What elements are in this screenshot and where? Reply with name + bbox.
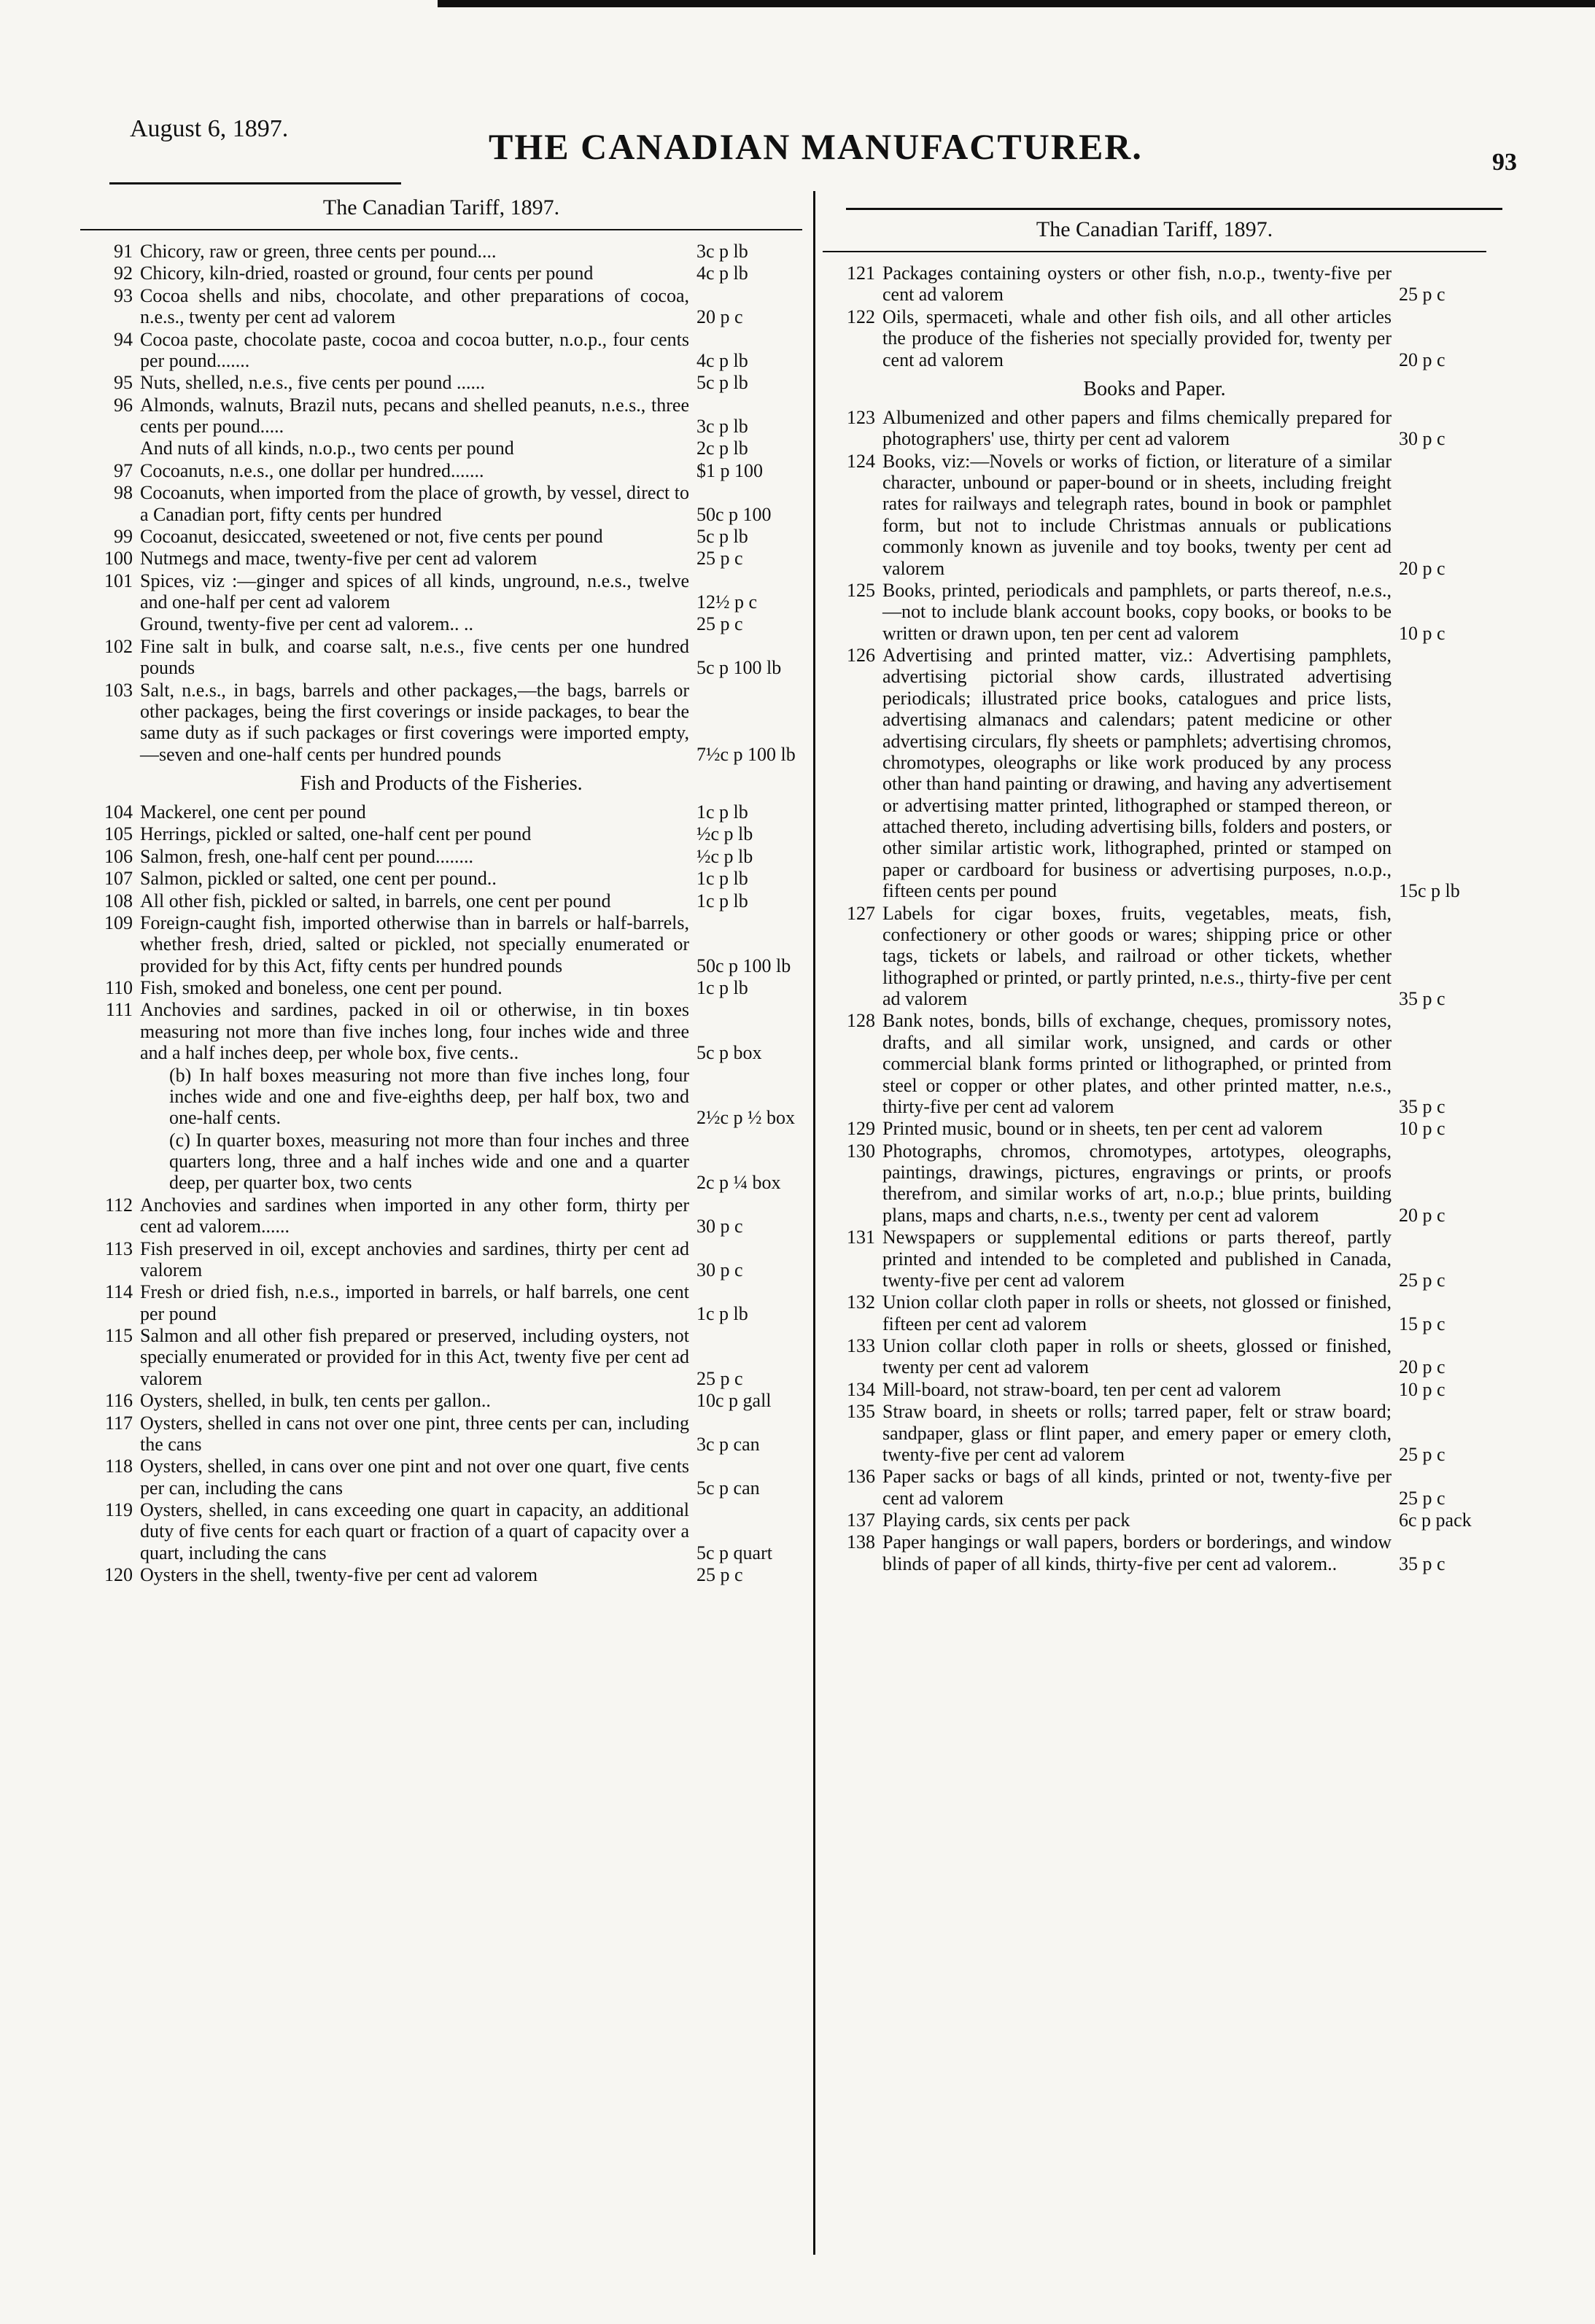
tariff-item-number: 138	[847, 1531, 875, 1553]
tariff-item-rate: 20 p c	[1399, 1204, 1445, 1226]
section-heading-books: Books and Paper.	[1083, 377, 1226, 400]
tariff-entry	[80, 263, 802, 284]
tariff-item-description: Foreign-caught fish, imported otherwise than in barrels or half-barrels, whether fresh, dried, salted or pickled, not specially enumerated or provided for by this Act, fifty cents per hundred pounds	[140, 912, 689, 976]
tariff-item-rate: 35 p c	[1399, 1552, 1445, 1574]
tariff-item-rate: 20 p c	[1399, 1356, 1445, 1378]
tariff-item-description: Chicory, raw or green, three cents per pound....	[140, 241, 497, 262]
tariff-entry	[80, 823, 802, 844]
section-heading-fish: Fish and Products of the Fisheries.	[300, 772, 583, 795]
tariff-item-description: Ground, twenty-five per cent ad valorem.. ..	[140, 613, 474, 635]
tariff-item-number: 122	[847, 306, 875, 327]
tariff-item-description: Oysters, shelled, in bulk, ten cents per gallon..	[140, 1390, 491, 1412]
tariff-entry	[80, 372, 802, 393]
tariff-item-rate: ½c p lb	[696, 845, 753, 867]
tariff-item-rate: 7½c p 100 lb	[696, 743, 796, 765]
tariff-entry	[80, 460, 802, 481]
tariff-entry	[80, 1499, 802, 1563]
tariff-item-rate: 1c p lb	[696, 801, 748, 823]
tariff-entry	[80, 548, 802, 569]
tariff-item-number: 131	[847, 1227, 875, 1248]
tariff-entry	[823, 1466, 1486, 1509]
tariff-item-description: Books, viz:—Novels or works of fiction, or literature of a similar character, unbound or paper-bound or in sheets, including freight rates for railways and telegraph rates, bound in book or pamphlet form, but not to include Christmas annuals or publications commonly known as juvenile and toy books, twenty per cent ad valorem	[882, 450, 1392, 579]
tariff-item-description: Nutmegs and mace, twenty-five per cent ad valorem	[140, 548, 538, 570]
tariff-item-rate: 25 p c	[696, 613, 743, 635]
tariff-entry	[80, 801, 802, 823]
tariff-item-rate: 10c p gall	[696, 1390, 772, 1412]
tariff-item-number: 113	[104, 1237, 133, 1259]
page-number: 93	[1492, 149, 1517, 176]
tariff-item-rate: 25 p c	[696, 548, 743, 570]
tariff-item-number: 103	[104, 679, 133, 701]
tariff-item-description: Books, printed, periodicals and pamphlets, or parts thereof, n.e.s.,—not to include blank account books, copy books, or books to be written or drawn upon, ten per cent ad valorem	[882, 579, 1392, 644]
tariff-item-rate: 30 p c	[696, 1216, 743, 1237]
tariff-entry	[823, 1379, 1486, 1400]
tariff-item-number: 102	[104, 635, 133, 657]
tariff-entry	[823, 1401, 1486, 1465]
right-entries-a	[823, 263, 1486, 370]
right-column	[823, 191, 1486, 1575]
tariff-item-number: 121	[847, 263, 875, 284]
tariff-item-number: 137	[847, 1509, 875, 1531]
tariff-entry	[80, 482, 802, 525]
tariff-item-number: 118	[104, 1456, 133, 1477]
tariff-item-rate: 5c p quart	[696, 1542, 772, 1563]
tariff-item-rate: 25 p c	[1399, 1487, 1445, 1509]
tariff-entry	[80, 846, 802, 867]
tariff-entry	[80, 868, 802, 889]
tariff-item-number: 117	[104, 1412, 133, 1434]
tariff-item-rate: 3c p lb	[696, 241, 748, 262]
tariff-item-rate: 5c p lb	[696, 372, 748, 394]
tariff-entry	[80, 438, 802, 459]
tariff-entry	[80, 329, 802, 372]
tariff-item-number: 100	[104, 548, 133, 570]
tariff-entry	[823, 1291, 1486, 1334]
tariff-entry	[80, 570, 802, 613]
tariff-item-description: Cocoa paste, chocolate paste, cocoa and cocoa butter, n.o.p., four cents per pound.......	[140, 328, 689, 371]
tariff-item-number: 105	[104, 823, 133, 845]
tariff-item-rate: 25 p c	[1399, 1443, 1445, 1465]
tariff-item-description: And nuts of all kinds, n.o.p., two cents per pound	[140, 438, 514, 459]
tariff-item-description: Cocoanuts, when imported from the place of growth, by vessel, direct to a Canadian port, fifty cents per hundred	[140, 482, 689, 525]
tariff-item-number: 114	[104, 1281, 133, 1303]
tariff-item-number: 129	[847, 1118, 875, 1140]
tariff-item-number: 124	[847, 450, 875, 472]
scan-edge-bar	[438, 0, 1595, 7]
tariff-entry	[80, 1412, 802, 1456]
tariff-item-description: (b) In half boxes measuring not more than five inches long, four inches wide and one and five-eighths deep, per half box, two and one-half cents.	[169, 1064, 689, 1129]
tariff-item-rate: 35 p c	[1399, 1095, 1445, 1117]
tariff-item-description: Chicory, kiln-dried, roasted or ground, four cents per pound	[140, 263, 594, 284]
tariff-entry	[80, 1390, 802, 1411]
tariff-item-number: 128	[847, 1010, 875, 1032]
tariff-item-description: Printed music, bound or in sheets, ten per cent ad valorem	[882, 1118, 1323, 1140]
tariff-entry	[823, 1531, 1486, 1574]
tariff-item-description: Advertising and printed matter, viz.: Advertising pamphlets, advertising pictorial show cards, illustrated advertising periodicals; illustrated price books, catalogues and price lists, advertising almanacs and calendars; patent medicine or other advertising circulars, fly sheets or pamphlets; advertising chromos, chromotypes, oleographs or like work produced by any process other than hand painting or drawing, and having any advertisement or advertising matter printed, lithographed or stamped thereon, or attached thereto, including advertising bills, folders and posters, or other similar artistic work, lithographed, printed or stamped on paper or cardboard for business or advertising purposes, n.o.p., fifteen cents per pound	[882, 645, 1392, 902]
tariff-entry	[80, 1456, 802, 1499]
tariff-item-number: 93	[114, 284, 133, 306]
tariff-item-rate: 4c p lb	[696, 349, 748, 371]
tariff-item-number: 123	[847, 406, 875, 428]
tariff-item-rate: 10 p c	[1399, 622, 1445, 644]
issue-date: August 6, 1897.	[130, 115, 289, 142]
tariff-item-description: Fish, smoked and boneless, one cent per pound.	[140, 977, 502, 998]
tariff-entry	[823, 451, 1486, 579]
tariff-entry	[80, 1564, 802, 1585]
tariff-entry	[80, 890, 802, 912]
tariff-entry	[80, 1281, 802, 1324]
left-entries-a	[80, 241, 802, 765]
tariff-item-number: 134	[847, 1378, 875, 1400]
left-column	[80, 191, 802, 1587]
tariff-entry	[80, 613, 802, 634]
page-header	[109, 109, 1517, 182]
tariff-item-rate: 30 p c	[1399, 428, 1445, 450]
tariff-entry	[80, 680, 802, 766]
tariff-item-rate: 4c p lb	[696, 263, 748, 284]
tariff-item-rate: 2c p lb	[696, 438, 748, 459]
tariff-item-number: 115	[104, 1325, 133, 1346]
tariff-item-description: Fresh or dried fish, n.e.s., imported in barrels, or half barrels, one cent per pound	[140, 1281, 689, 1324]
tariff-item-rate: 10 p c	[1399, 1378, 1445, 1400]
tariff-item-description: Salt, n.e.s., in bags, barrels and other packages,—the bags, barrels or other packages, being the first coverings or inside packages, to bear the same duty as if such packages or first coverings were imported empty,—seven and one-half cents per hundred pounds	[140, 679, 689, 765]
tariff-item-rate: 12½ p c	[696, 591, 758, 613]
header-rule-left	[109, 182, 401, 184]
tariff-item-number: 99	[114, 525, 133, 547]
tariff-item-number: 125	[847, 579, 875, 601]
tariff-item-number: 92	[114, 263, 133, 284]
tariff-item-description: Fine salt in bulk, and coarse salt, n.e.s., five cents per one hundred pounds	[140, 635, 689, 679]
tariff-item-number: 107	[104, 868, 133, 890]
tariff-item-description: Playing cards, six cents per pack	[882, 1509, 1130, 1531]
tariff-item-number: 109	[104, 912, 133, 933]
tariff-entry	[80, 977, 802, 998]
tariff-item-number: 91	[114, 241, 133, 262]
tariff-item-rate: 25 p c	[1399, 284, 1445, 306]
tariff-entry	[80, 395, 802, 438]
tariff-item-description: Paper sacks or bags of all kinds, printed or not, twenty-five per cent ad valorem	[882, 1466, 1392, 1509]
tariff-entry	[823, 1335, 1486, 1378]
tariff-item-rate: $1 p 100	[696, 459, 763, 481]
tariff-item-number: 126	[847, 645, 875, 666]
tariff-item-rate: 2½c p ½ box	[696, 1107, 796, 1129]
tariff-item-number: 116	[104, 1390, 133, 1412]
column-divider	[813, 191, 815, 2255]
tariff-item-description: Herrings, pickled or salted, one-half cent per pound	[140, 823, 532, 845]
tariff-item-description: Oils, spermaceti, whale and other fish oils, and all other articles the produce of the fisheries not specially provided for, twenty per cent ad valorem	[882, 306, 1392, 370]
right-entries-b	[823, 407, 1486, 1574]
tariff-item-description: Cocoa shells and nibs, chocolate, and other preparations of cocoa, n.e.s., twenty per cent ad valorem	[140, 284, 689, 328]
tariff-item-description: Paper hangings or wall papers, borders or borderings, and window blinds of paper of all kinds, thirty-five per cent ad valorem..	[882, 1531, 1392, 1574]
tariff-item-number: 110	[104, 977, 133, 998]
tariff-entry	[823, 903, 1486, 1010]
tariff-item-number: 130	[847, 1140, 875, 1162]
tariff-item-description: Cocoanuts, n.e.s., one dollar per hundred.......	[140, 459, 484, 481]
tariff-item-description: Labels for cigar boxes, fruits, vegetables, meats, fish, confectionery or other goods or wares; shipping price or other tags, tickets or labels, and railroad or other tickets, whether lithographed or printed, or partly printed, n.e.s., thirty-five per cent ad valorem	[882, 902, 1392, 1009]
tariff-item-rate: 15c p lb	[1399, 880, 1460, 902]
tariff-entry	[823, 263, 1486, 306]
tariff-item-number: 133	[847, 1335, 875, 1356]
tariff-item-rate: 25 p c	[696, 1367, 743, 1389]
tariff-entry	[823, 1140, 1486, 1227]
tariff-item-description: Fish preserved in oil, except anchovies and sardines, thirty per cent ad valorem	[140, 1237, 689, 1280]
tariff-item-rate: 20 p c	[696, 306, 743, 328]
tariff-item-description: Oysters, shelled, in cans exceeding one quart in capacity, an additional duty of five cents for each quart or fraction of a quart of capacity over a quart, including the cans	[140, 1499, 689, 1563]
tariff-item-description: Salmon, pickled or salted, one cent per pound..	[140, 868, 497, 890]
tariff-item-rate: 30 p c	[696, 1259, 743, 1280]
tariff-item-number: 101	[104, 570, 133, 591]
tariff-item-description: Mill-board, not straw-board, ten per cent ad valorem	[882, 1378, 1281, 1400]
tariff-entry	[823, 1118, 1486, 1139]
left-column-heading: The Canadian Tariff, 1897.	[80, 191, 802, 230]
tariff-item-description: Anchovies and sardines when imported in any other form, thirty per cent ad valorem......	[140, 1194, 689, 1237]
tariff-item-description: Almonds, walnuts, Brazil nuts, pecans and shelled peanuts, n.e.s., three cents per pound.....	[140, 394, 689, 437]
tariff-item-description: Mackerel, one cent per pound	[140, 801, 366, 823]
tariff-item-description: Union collar cloth paper in rolls or sheets, not glossed or finished, fifteen per cent ad valorem	[882, 1291, 1392, 1334]
tariff-entry	[823, 1227, 1486, 1291]
tariff-item-description: Oysters, shelled, in cans over one pint and not over one quart, five cents per can, including the cans	[140, 1456, 689, 1499]
tariff-item-number: 104	[104, 801, 133, 823]
tariff-item-rate: 3c p lb	[696, 416, 748, 437]
tariff-item-description: Spices, viz :—ginger and spices of all kinds, unground, n.e.s., twelve and one-half per cent ad valorem	[140, 570, 689, 613]
tariff-item-rate: 1c p lb	[696, 1302, 748, 1324]
tariff-item-number: 132	[847, 1291, 875, 1313]
tariff-entry	[80, 1194, 802, 1237]
tariff-item-number: 112	[104, 1194, 133, 1216]
tariff-item-number: 108	[104, 890, 133, 912]
tariff-entry	[823, 645, 1486, 902]
tariff-item-number: 127	[847, 902, 875, 924]
tariff-entry	[80, 912, 802, 976]
tariff-item-rate: 25 p c	[1399, 1269, 1445, 1291]
tariff-item-rate: 50c p 100 lb	[696, 955, 791, 976]
tariff-item-rate: 1c p lb	[696, 977, 748, 998]
tariff-item-rate: 35 p c	[1399, 988, 1445, 1009]
left-entries-b	[80, 801, 802, 1586]
tariff-item-number: 97	[114, 459, 133, 481]
tariff-item-description: Cocoanut, desiccated, sweetened or not, five cents per pound	[140, 525, 603, 547]
tariff-entry	[823, 1010, 1486, 1117]
tariff-item-rate: 1c p lb	[696, 868, 748, 890]
tariff-item-rate: ½c p lb	[696, 823, 753, 845]
tariff-item-description: Salmon, fresh, one-half cent per pound........	[140, 845, 474, 867]
tariff-item-rate: 5c p can	[696, 1477, 760, 1499]
tariff-item-description: Anchovies and sardines, packed in oil or otherwise, in tin boxes measuring not more than five inches long, four inches wide and three and a half inches deep, per whole box, five cents..	[140, 999, 689, 1064]
tariff-item-rate: 15 p c	[1399, 1313, 1445, 1334]
tariff-entry	[80, 1238, 802, 1281]
tariff-item-description: (c) In quarter boxes, measuring not more than four inches and three quarters long, three and a half inches wide and one and a quarter deep, per quarter box, two cents	[169, 1129, 689, 1194]
tariff-item-rate: 6c p pack	[1399, 1509, 1472, 1531]
tariff-item-rate: 2c p ¼ box	[696, 1172, 781, 1194]
tariff-item-description: Newspapers or supplemental editions or parts thereof, partly printed and intended to be completed and published in Canada, twenty-five per cent ad valorem	[882, 1227, 1392, 1291]
tariff-item-rate: 3c p can	[696, 1433, 760, 1455]
tariff-entry	[80, 1065, 802, 1129]
tariff-item-rate: 20 p c	[1399, 349, 1445, 370]
tariff-entry	[823, 580, 1486, 644]
tariff-item-rate: 5c p 100 lb	[696, 657, 782, 679]
tariff-entry	[80, 241, 802, 262]
tariff-item-number: 136	[847, 1466, 875, 1488]
tariff-item-rate: 5c p box	[696, 1042, 762, 1064]
tariff-item-number: 135	[847, 1401, 875, 1423]
tariff-entry	[80, 1325, 802, 1389]
publication-title: THE CANADIAN MANUFACTURER.	[489, 126, 1143, 167]
tariff-item-description: Straw board, in sheets or rolls; tarred paper, felt or straw board; sandpaper, glass or flint paper, and emery paper or emery cloth, twenty-five per cent ad valorem	[882, 1401, 1392, 1465]
tariff-entry	[80, 999, 802, 1063]
tariff-entry	[80, 1130, 802, 1194]
tariff-item-number: 95	[114, 372, 133, 394]
tariff-item-rate: 20 p c	[1399, 557, 1445, 579]
tariff-item-description: Salmon and all other fish prepared or preserved, including oysters, not specially enumerated or provided for in this Act, twenty five per cent ad valorem	[140, 1325, 689, 1389]
tariff-item-number: 94	[114, 328, 133, 350]
right-column-heading: The Canadian Tariff, 1897.	[823, 213, 1486, 252]
tariff-item-rate: 10 p c	[1399, 1118, 1445, 1140]
tariff-entry	[823, 1509, 1486, 1531]
tariff-item-description: Photographs, chromos, chromotypes, artotypes, oleographs, paintings, drawings, pictures, engravings or prints, or proofs therefrom, and similar works of art, n.o.p.; blue prints, building plans, maps and charts, n.e.s., twenty per cent ad valorem	[882, 1140, 1392, 1226]
tariff-item-number: 120	[104, 1564, 133, 1586]
tariff-item-description: Albumenized and other papers and films chemically prepared for photographers' use, thirty per cent ad valorem	[882, 406, 1392, 450]
tariff-item-description: Oysters in the shell, twenty-five per cent ad valorem	[140, 1564, 538, 1586]
tariff-entry	[80, 526, 802, 547]
tariff-entry	[823, 407, 1486, 450]
tariff-entry	[80, 285, 802, 328]
tariff-item-description: All other fish, pickled or salted, in barrels, one cent per pound	[140, 890, 611, 912]
tariff-item-rate: 50c p 100	[696, 503, 772, 525]
tariff-item-description: Bank notes, bonds, bills of exchange, cheques, promissory notes, drafts, and all similar work, unsigned, and cards or other commercial blank forms printed or lithographed, or printed from steel or copper or other plates, and other printed matter, n.e.s., thirty-five per cent ad valorem	[882, 1010, 1392, 1117]
tariff-item-number: 111	[105, 999, 133, 1021]
tariff-item-description: Oysters, shelled in cans not over one pint, three cents per can, including the cans	[140, 1412, 689, 1455]
tariff-item-rate: 5c p lb	[696, 525, 748, 547]
tariff-item-number: 98	[114, 482, 133, 504]
tariff-item-number: 106	[104, 845, 133, 867]
tariff-item-description: Nuts, shelled, n.e.s., five cents per pound ......	[140, 372, 485, 394]
tariff-item-description: Packages containing oysters or other fish, n.o.p., twenty-five per cent ad valorem	[882, 263, 1392, 306]
tariff-entry	[80, 636, 802, 679]
tariff-item-description: Union collar cloth paper in rolls or sheets, glossed or finished, twenty per cent ad valorem	[882, 1335, 1392, 1378]
tariff-item-rate: 25 p c	[696, 1564, 743, 1586]
tariff-entry	[823, 306, 1486, 370]
tariff-item-number: 96	[114, 394, 133, 416]
tariff-item-number: 119	[104, 1499, 133, 1520]
tariff-item-rate: 1c p lb	[696, 890, 748, 912]
